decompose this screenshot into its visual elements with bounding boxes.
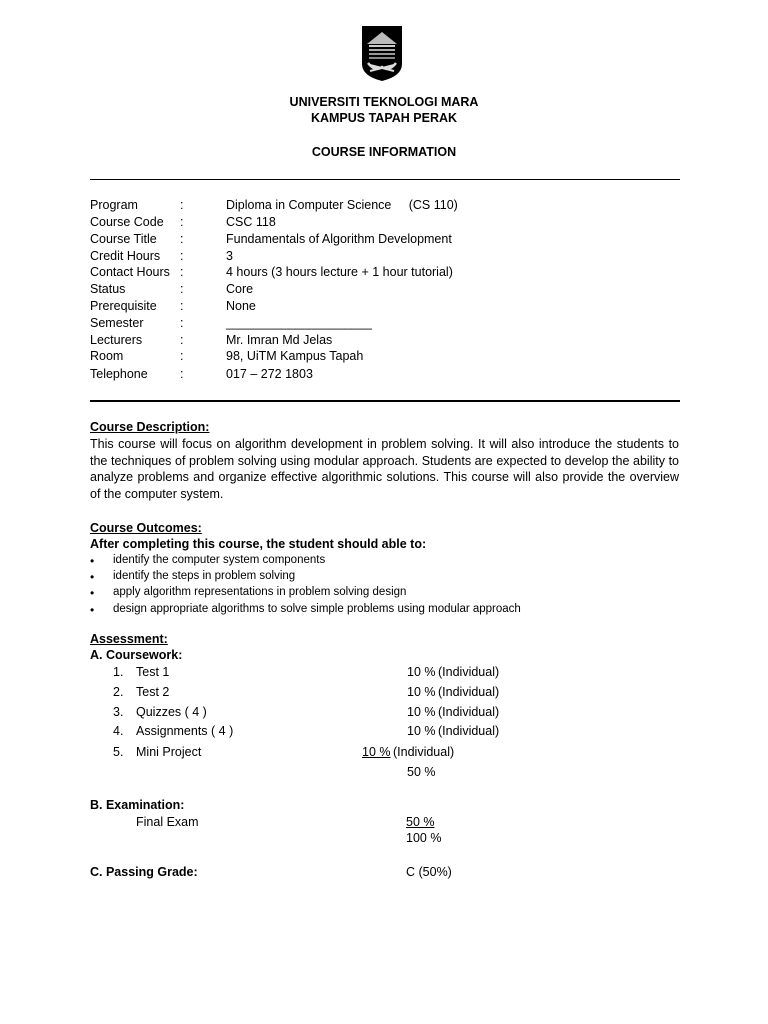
coursework-num: 4. bbox=[113, 724, 124, 738]
grand-total: 100 % bbox=[406, 831, 442, 845]
assessment-heading: Assessment: bbox=[90, 632, 168, 646]
info-label: Course Code bbox=[90, 215, 164, 229]
coursework-type: (Individual) bbox=[438, 705, 500, 719]
bullet-icon: • bbox=[90, 603, 95, 617]
info-label: Semester bbox=[90, 316, 144, 330]
info-value: None bbox=[226, 299, 256, 313]
info-separator: : bbox=[180, 215, 184, 229]
outcome-text: apply algorithm representations in problem solving design bbox=[113, 586, 407, 598]
final-exam-weight: 50 % bbox=[406, 815, 435, 829]
info-separator: : bbox=[180, 198, 184, 212]
passing-grade-value: C (50%) bbox=[406, 865, 452, 879]
passing-grade-label: C. Passing Grade: bbox=[90, 865, 198, 879]
coursework-weight: 10 % bbox=[407, 724, 436, 738]
info-separator: : bbox=[180, 232, 184, 246]
outcome-text: identify the steps in problem solving bbox=[113, 570, 296, 582]
info-label: Prerequisite bbox=[90, 299, 157, 313]
info-separator: : bbox=[180, 282, 184, 296]
coursework-name: Test 2 bbox=[136, 685, 170, 699]
coursework-total: 50 % bbox=[407, 765, 436, 779]
info-separator: : bbox=[180, 249, 184, 263]
info-value: 98, UiTM Kampus Tapah bbox=[226, 349, 364, 363]
info-separator: : bbox=[180, 316, 184, 330]
info-label: Credit Hours bbox=[90, 249, 161, 263]
info-value: Mr. Imran Md Jelas bbox=[226, 333, 333, 347]
document-title: COURSE INFORMATION bbox=[311, 145, 457, 159]
divider-top bbox=[90, 179, 680, 180]
info-label: Status bbox=[90, 282, 126, 296]
description-heading: Course Description: bbox=[90, 420, 210, 434]
coursework-weight: 10 % bbox=[407, 685, 436, 699]
bullet-icon: • bbox=[90, 570, 95, 584]
info-label: Telephone bbox=[90, 367, 148, 381]
info-value: 017 – 272 1803 bbox=[226, 367, 313, 381]
description-text: This course will focus on algorithm development in problem solving. It will also introduce the students to the techniques of problem solving using modular approach. Students are expected to develop the ability to analyze problems and organize effective algorithmic solutions. This course will also provide the overview of the computer system. bbox=[90, 437, 679, 501]
info-label: Lecturers bbox=[90, 333, 143, 347]
info-separator: : bbox=[180, 349, 184, 363]
info-value: Diploma in Computer Science (CS 110) bbox=[226, 198, 458, 212]
outcomes-intro: After completing this course, the student should able to: bbox=[90, 537, 427, 551]
info-separator: : bbox=[180, 265, 184, 279]
info-value: Fundamentals of Algorithm Development bbox=[226, 232, 452, 246]
coursework-name: Test 1 bbox=[136, 665, 170, 679]
outcomes-heading: Course Outcomes: bbox=[90, 521, 202, 535]
info-value: CSC 118 bbox=[226, 215, 276, 229]
bullet-icon: • bbox=[90, 554, 95, 568]
coursework-weight: 10 % bbox=[362, 745, 391, 759]
outcome-text: design appropriate algorithms to solve simple problems using modular approach bbox=[113, 603, 521, 615]
coursework-weight: 10 % bbox=[407, 705, 436, 719]
examination-heading: B. Examination: bbox=[90, 798, 185, 812]
divider-bottom bbox=[90, 400, 680, 402]
coursework-heading: A. Coursework: bbox=[90, 648, 183, 662]
info-label: Room bbox=[90, 349, 124, 363]
info-label: Course Title bbox=[90, 232, 157, 246]
info-separator: : bbox=[180, 367, 184, 381]
outcome-text: identify the computer system components bbox=[113, 554, 326, 566]
final-exam-label: Final Exam bbox=[136, 815, 199, 829]
coursework-type: (Individual) bbox=[438, 665, 500, 679]
bullet-icon: • bbox=[90, 586, 95, 600]
info-separator: : bbox=[180, 299, 184, 313]
coursework-type: (Individual) bbox=[438, 685, 500, 699]
coursework-type: (Individual) bbox=[393, 745, 455, 759]
info-value: Core bbox=[226, 282, 254, 296]
coursework-num: 3. bbox=[113, 705, 124, 719]
coursework-name: Mini Project bbox=[136, 745, 202, 759]
campus-name: KAMPUS TAPAH PERAK bbox=[310, 111, 458, 125]
university-name: UNIVERSITI TEKNOLOGI MARA bbox=[289, 95, 479, 109]
coursework-name: Quizzes ( 4 ) bbox=[136, 705, 207, 719]
coursework-num: 2. bbox=[113, 685, 124, 699]
coursework-type: (Individual) bbox=[438, 724, 500, 738]
info-value: 4 hours (3 hours lecture + 1 hour tutorial) bbox=[226, 265, 453, 279]
info-label: Program bbox=[90, 198, 138, 212]
info-value: 3 bbox=[226, 249, 233, 263]
coursework-name: Assignments ( 4 ) bbox=[136, 724, 234, 738]
coursework-weight: 10 % bbox=[407, 665, 436, 679]
university-logo bbox=[359, 24, 405, 82]
coursework-num: 1. bbox=[113, 665, 124, 679]
info-separator: : bbox=[180, 333, 184, 347]
coursework-num: 5. bbox=[113, 745, 124, 759]
info-label: Contact Hours bbox=[90, 265, 170, 279]
info-value-blank: _____________________ bbox=[226, 316, 372, 330]
